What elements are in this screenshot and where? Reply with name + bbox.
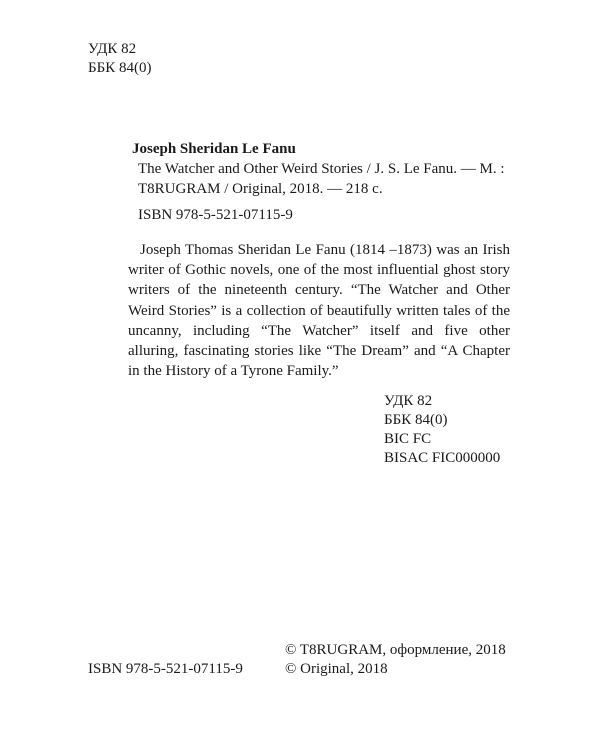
classification-codes-right [384,392,500,468]
citation-line-2 [132,179,502,199]
bbk-code-right: ББК 84(0) [384,412,448,428]
citation-text-1: The Watcher and Other Weird Stories / J. S. Le Fanu. — M. : [138,161,505,177]
isbn-main: ISBN 978-5-521-07115-9 [138,207,293,223]
isbn-bottom: ISBN 978-5-521-07115-9 [88,661,243,677]
bisac-code: BISAC FIC000000 [384,450,501,466]
bibliographic-entry [132,140,505,199]
bbk-code: ББК 84(0) [88,60,152,76]
udk-code-right: УДК 82 [384,393,433,409]
copyright-line-1: © T8RUGRAM, оформление, 2018 [285,642,506,658]
citation-line-1 [132,159,505,179]
author-name: Joseph Sheridan Le Fanu [132,141,296,157]
bic-code: BIC FC [384,431,432,447]
udk-code: УДК 82 [88,41,137,57]
copyright-line-2: © Original, 2018 [285,661,388,677]
citation-text-2: T8RUGRAM / Original, 2018. — 218 c. [138,181,383,197]
classification-codes-top [88,40,151,78]
copyright-notice [285,641,506,679]
annotation-paragraph: Joseph Thomas Sheridan Le Fanu (1814 –1873) was an Irish writer of Gothic novels, one of the most influential ghost story writers of the nineteenth century. “The Watcher and Other Weird Stories” is a collection of beautifully written tales of the uncanny, including “The Watcher” itself and five other alluring, fascinating stories like “The Dream” and “A Chapter in the History of a Tyrone Family.” [128,242,510,380]
